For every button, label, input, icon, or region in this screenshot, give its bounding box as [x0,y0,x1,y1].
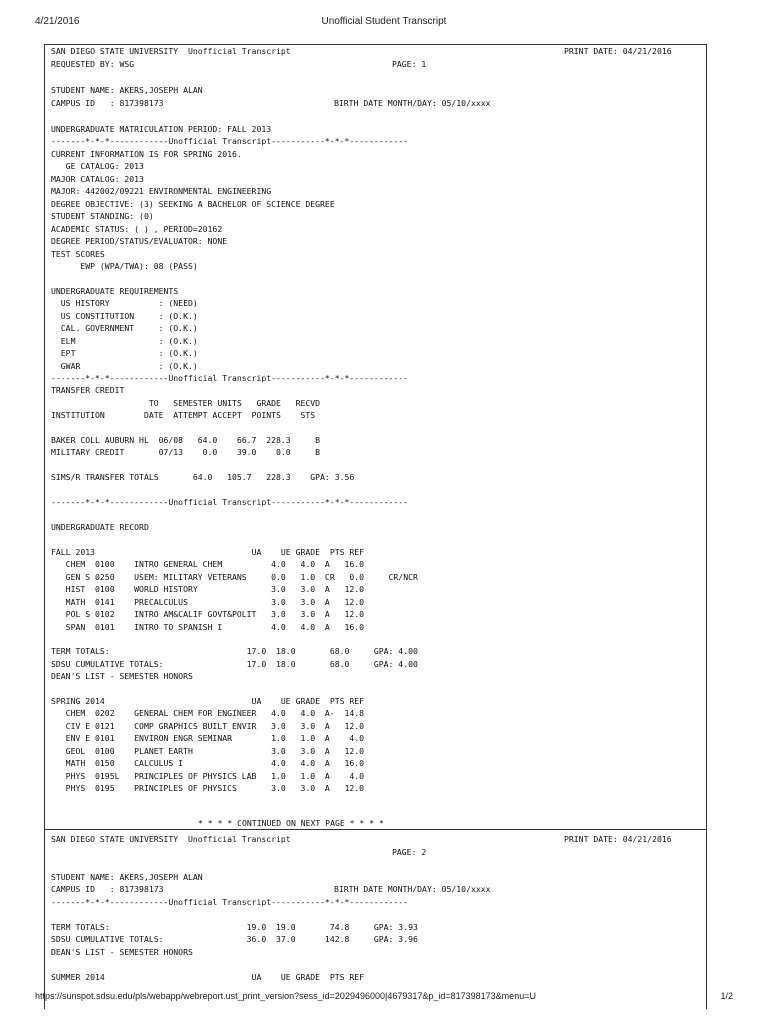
print-date: PRINT DATE: 04/21/2016 [564,834,672,844]
browser-print-date: 4/21/2016 [35,16,80,27]
page-break-divider [45,829,706,830]
page1-header-line [45,45,672,58]
browser-print-page-count: 1/2 [720,991,733,1001]
campus-id: CAMPUS ID : 817398173 [51,884,164,894]
campus-id-line [45,97,491,110]
requested-by: REQUESTED BY: WSG [51,59,135,69]
browser-print-title: Unofficial Student Transcript [321,16,447,27]
transcript-document: SAN DIEGO STATE UNIVERSITY Unofficial Transcript PRINT DATE: 04/21/2016 REQUESTED BY: WSG PAGE: 1 STUDENT NAME: AKERS,JOSEPH ALAN CAMPUS ID : 817398173 BIRTH DATE MONTH/DAY: 05/10/xxxx UNDERGRADUATE MATRICULATION PERIOD: FALL 2013 -------*-*-*------------Unofficial Transcript-----------*-*-*------------ CURRENT INFORMATION IS FOR SPRING 2016. GE CATALOG: 2013 MAJOR CATALOG: 2013 MAJOR: 442002/09221 ENVIRONMENTAL ENGINEERING DEGREE OBJECTIVE: (3) SEEKING A BACHELOR OF SCIENCE DEGREE STUDENT STANDING: (0) ACADEMIC STATUS: ( ) , PERIOD=20162 DEGREE PERIOD/STATUS/EVALUATOR: NONE TEST SCORES EWP (WPA/TWA): 08 (PASS) UNDERGRADUATE REQUIREMENTS US HISTORY : (NEED) US CONSTITUTION : (O.K.) CAL. GOVERNMENT : (O.K.) ELM : (O.K.) EPT : (O.K.) GWAR : (O.K.) -------*-*-*------------Unofficial Transcript-----------*-*-*------------ TRANSFER CREDIT TO SEMESTER UNITS GRADE RECVD INSTITUTION DATE ATTEMPT ACCEPT POINTS STS BAKER COLL AUBURN HL 06/08 64.0 66.7 228.3 B MILITARY CREDIT 07/13 0.0 39.0 0.0 B SIMS/R TRANSFER TOTALS 64.0 105.7 228.3 GPA: 3.56 -------*-*-*------------Unofficial Transcript-----------*-*-*------------ UNDERGRADUATE RECORD FALL 2013 UA UE GRADE PTS REF CHEM 0100 INTRO GENERAL CHEM 4.0 4.0 A 16.0 GEN S 0250 USEM: MILITARY VETERANS 0.0 1.0 CR 0.0 CR/NCR HIST 0100 WORLD HISTORY 3.0 3.0 A 12.0 MATH 0141 PRECALCULUS 3.0 3.0 A 12.0 POL S 0102 INTRO AM&CALIF GOVT&POLIT 3.0 3.0 A 12.0 SPAN 0101 INTRO TO SPANISH I 4.0 4.0 A 16.0 TERM TOTALS: 17.0 18.0 68.0 GPA: 4.00 SDSU CUMULATIVE TOTALS: 17.0 18.0 68.0 GPA: 4.00 DEAN'S LIST - SEMESTER HONORS SPRING 2014 UA UE GRADE PTS REF CHEM 0202 GENERAL CHEM FOR ENGINEER 4.0 4.0 A- 14.8 CIV E 0121 COMP GRAPHICS BUILT ENVIR 3.0 3.0 A 12.0 ENV E 0101 ENVIRON ENGR SEMINAR 1.0 1.0 A 4.0 GEOL 0100 PLANET EARTH 3.0 3.0 A 12.0 MATH 0150 CALCULUS I 4.0 4.0 A 16.0 PHYS 0195L PRINCIPLES OF PHYSICS LAB 1.0 1.0 A 4.0 PHYS 0195 PRINCIPLES OF PHYSICS 3.0 3.0 A 12.0 * * * * CONTINUED ON NEXT PAGE * * * * SAN DIEGO STATE UNIVERSITY Unofficial Transcript PRINT DATE: 04/21/2016 PAGE: 2 STUDENT NAME: AKERS,JOSEPH ALAN CAMPUS ID : 817398173 BIRTH DATE MONTH/DAY: 05/10/xxxx -------*-*-*------------Unofficial Transcript-----------*-*-*------------ TERM TOTALS: 19.0 19.0 74.8 GPA: 3.93 SDSU CUMULATIVE TOTALS: 36.0 37.0 142.8 GPA: 3.96 DEAN'S LIST - SEMESTER HONORS SUMMER 2014 UA UE GRADE PTS REF [44,44,707,1009]
page-number: PAGE: 1 [392,59,427,69]
birth-date: BIRTH DATE MONTH/DAY: 05/10/xxxx [334,98,491,108]
university-title: SAN DIEGO STATE UNIVERSITY Unofficial Transcript [51,46,291,56]
page-number: PAGE: 2 [392,847,427,857]
page2-header-line [45,833,672,846]
page2-page-line [45,846,427,859]
print-date: PRINT DATE: 04/21/2016 [564,46,672,56]
campus-id-line [45,883,491,896]
requested-by-line [45,58,427,71]
birth-date: BIRTH DATE MONTH/DAY: 05/10/xxxx [334,884,491,894]
browser-print-url: https://sunspot.sdsu.edu/pls/webapp/webreport.ust_print_version?sess_id=2029496000|4679317&p_id=817398173&menu=U [35,991,536,1001]
campus-id: CAMPUS ID : 817398173 [51,98,164,108]
university-title: SAN DIEGO STATE UNIVERSITY Unofficial Transcript [51,834,291,844]
